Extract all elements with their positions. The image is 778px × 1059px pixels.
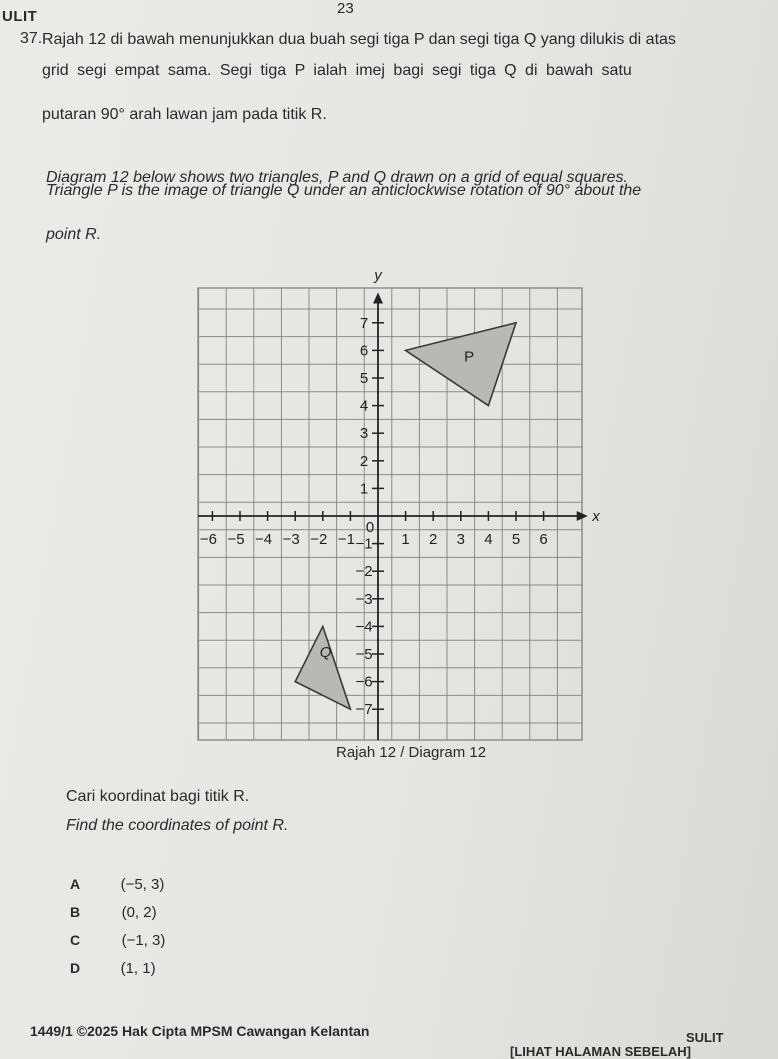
origin-label: 0 (365, 519, 375, 536)
diagram-12 (198, 268, 598, 745)
option-c-value: (−1, 3) (121, 932, 166, 949)
y-tick-label: −6 (355, 673, 373, 691)
coordinate-grid (198, 268, 598, 740)
option-b-letter: B (70, 904, 81, 920)
question-number: 37. (20, 30, 43, 47)
option-c-letter: C (70, 932, 81, 948)
y-axis-label: y (374, 267, 382, 284)
y-tick-label: 6 (359, 342, 369, 360)
option-c[interactable] (70, 932, 165, 950)
y-tick-label: −5 (355, 646, 373, 663)
triangle-q-label: Q (319, 643, 332, 661)
option-a-letter: A (70, 876, 81, 892)
option-d[interactable] (70, 960, 156, 978)
triangle-p-label: P (464, 348, 475, 366)
malay-text-line-3: putaran 90° arah lawan jam pada titik R. (42, 106, 327, 123)
x-tick-label: −1 (337, 531, 355, 548)
y-tick-label: −2 (355, 563, 373, 581)
grid-frame (198, 288, 582, 740)
option-d-value: (1, 1) (120, 960, 156, 977)
y-tick-label: 3 (359, 425, 369, 443)
y-tick-label: −4 (355, 618, 373, 636)
sulit-header: ULIT (2, 8, 38, 25)
english-text-line-1: Diagram 12 below shows two triangles, P and Q drawn on a grid of equal squares. (46, 169, 628, 186)
malay-text-line-1: Rajah 12 di bawah menunjukkan dua buah segi tiga P dan segi tiga Q yang dilukis di atas (42, 31, 676, 48)
x-tick-label: 1 (401, 531, 410, 548)
sulit-footer: SULIT (686, 1030, 724, 1045)
y-axis-arrow (373, 292, 383, 303)
x-tick-label: −3 (282, 531, 300, 548)
y-tick-label: 5 (359, 370, 369, 387)
x-tick-label: 4 (484, 531, 493, 548)
y-tick-label: −7 (355, 701, 373, 719)
y-tick-label: 1 (359, 480, 369, 498)
option-d-letter: D (70, 960, 81, 976)
option-a-value: (−5, 3) (120, 876, 165, 893)
x-tick-label: −2 (310, 531, 328, 548)
x-tick-label: −5 (227, 531, 245, 548)
option-b[interactable] (70, 904, 157, 922)
y-tick-label: 4 (359, 397, 369, 415)
malay-text-line-2: grid segi empat sama. Segi tiga P ialah imej bagi segi tiga Q di bawah satu (42, 62, 632, 79)
english-text-line-2: Triangle P is the image of triangle Q under an anticlockwise rotation of 90° about the (46, 182, 642, 199)
y-tick-label: −3 (355, 590, 373, 608)
prompt-english: Find the coordinates of point R. (66, 817, 289, 834)
x-tick-label: −6 (199, 531, 217, 548)
diagram-caption: Rajah 12 / Diagram 12 (336, 744, 487, 761)
option-b-value: (0, 2) (121, 904, 157, 921)
x-tick-label: 5 (511, 531, 521, 548)
english-text-line-3: point R. (46, 226, 102, 243)
x-tick-label: 6 (539, 531, 548, 548)
x-tick-label: 2 (429, 531, 438, 548)
y-tick-label: 2 (359, 452, 369, 470)
option-a[interactable] (70, 876, 164, 894)
y-tick-label: −1 (355, 535, 373, 553)
y-tick-label: 7 (359, 314, 369, 332)
x-axis-label: x (592, 508, 600, 525)
page-number: 23 (337, 0, 354, 17)
copyright-footer: 1449/1 ©2025 Hak Cipta MPSM Cawangan Kelantan (30, 1023, 370, 1039)
next-page-note: [LIHAT HALAMAN SEBELAH] (510, 1044, 692, 1059)
x-tick-label: 3 (456, 531, 465, 548)
prompt-malay: Cari koordinat bagi titik R. (66, 788, 250, 805)
x-tick-label: −4 (255, 531, 273, 548)
